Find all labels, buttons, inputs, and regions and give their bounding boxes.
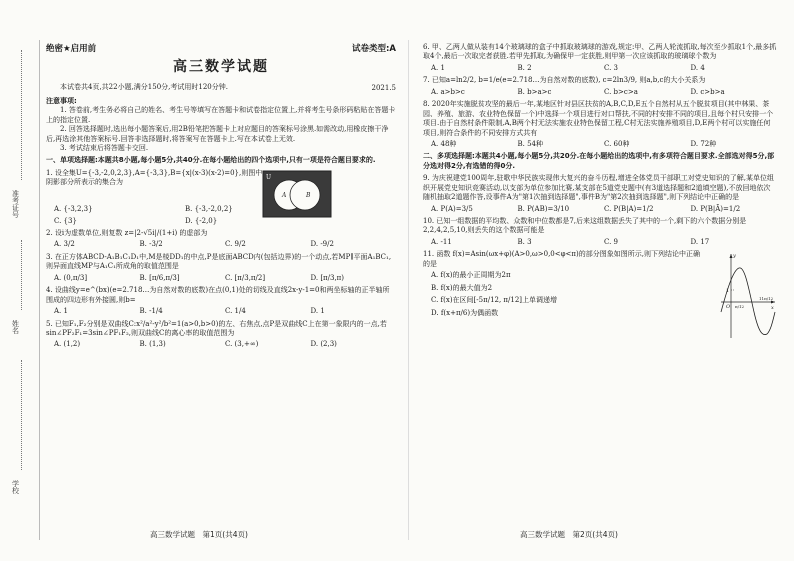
- question-stem: 1. 设全集U={-3,-2,0,2,3},A={-3,3},B={x|(x-3)(x-2)=0},则图中阴影部分所表示的集合为: [46, 168, 263, 187]
- option: A. 1: [54, 307, 68, 316]
- options: [423, 271, 703, 318]
- option: C. {3}: [54, 216, 77, 225]
- question-stem: 5. 已知F₁,F₂分别是双曲线C:x²/a²-y²/b²=1(a>0,b>0)的左、右焦点,点P是双曲线C上在第一象限内的一点,若sin∠PF₂F₁=3sin∠PF₁F₂,则双曲线C的离心率的取值范围为: [46, 319, 387, 337]
- question-7: [423, 76, 777, 97]
- question-stem: 4. 设曲线y=e^(bx)(e=2.718…为自然对数的底数)在点(0,1)处的切线及直线2x-y-1=0和两坐标轴的正半轴所围成的四边形有外接圆,则b=: [46, 286, 390, 304]
- option: B. [π/6,π/3]: [139, 273, 180, 282]
- option: B. (1,3): [139, 340, 166, 349]
- graph-x-label: x: [771, 305, 774, 312]
- option: C. (3,+∞): [225, 340, 259, 349]
- option: D. (2,3): [310, 340, 337, 349]
- option: A. 3/2: [54, 240, 75, 249]
- question-stem: 11. 函数 f(x)=Asin(ωx+φ)(A>0,ω>0,0<φ<π)的部分图象如图所示,则下列结论中正确的是: [423, 250, 700, 268]
- margin-label-name: 姓名: [11, 320, 20, 334]
- options: [423, 140, 777, 149]
- question-stem: 6. 甲、乙两人做从装有14个玻璃球的盒子中抓取玻璃球的游戏,规定:甲、乙两人轮流抓取,每次至少抓取1个,最多抓取4个,最后一次取完者获胜.若甲先抓取,为确保甲一定获胜,则甲第一次应该抓取的玻璃球个数为: [423, 43, 777, 61]
- option: C. 60种: [604, 139, 630, 148]
- option: C. 9: [604, 237, 619, 246]
- header-row: [46, 44, 396, 55]
- options: [423, 88, 777, 97]
- option: C. [π/3,π/2]: [225, 273, 266, 282]
- option: C. b>c>a: [604, 87, 638, 96]
- note-item: 3. 考试结束后将答题卡交回.: [60, 143, 149, 152]
- option: D. 4: [690, 63, 705, 72]
- margin-line: [21, 240, 22, 310]
- question-4: [46, 286, 396, 316]
- margin-label-school: 学校: [11, 480, 20, 494]
- option: B. 3: [517, 237, 532, 246]
- page-divider: [408, 40, 409, 540]
- option: A. 1: [431, 63, 445, 72]
- option: B. 54种: [517, 139, 544, 148]
- option: C. f(x)在区间[-5π/12, π/12]上单调递增: [431, 296, 558, 305]
- question-3: [46, 253, 396, 283]
- option: B. {-3,-2,0,2}: [185, 205, 233, 214]
- question-stem: 9. 为庆祝建党100周年,驻歌中华民族实现伟大复兴的奋斗历程,增进全体党员干部职工对党史知识的了解,某单位组织开展党史知识竞赛活动,以支部为单位参加比赛,某支部在5道党史题中(有3道选择题和2道填空题),不放回地依次随机抽取2道题作答,设事件A为"第1次抽到选择题",事件B为"第2次抽到选择题",则下列结论中正确的是: [423, 174, 774, 202]
- option: D. 72种: [690, 139, 717, 148]
- question-8: [423, 100, 777, 149]
- option: D. c>b>a: [690, 87, 725, 96]
- question-stem: 10. 已知一组数据的平均数、众数和中位数都是7,后来这组数据丢失了其中的一个,剩下的六个数据分别是2,2,4,2,5,10,则丢失的这个数据可能是: [423, 217, 747, 235]
- options: [423, 238, 777, 247]
- option: A. f(x)的最小正周期为2π: [431, 271, 511, 280]
- note-item: 2. 回答选择题时,选出每小题答案后,用2B铅笔把答题卡上对应题目的答案标号涂黑.如需改动,用橡皮擦干净后,再选涂其他答案标号.回答非选择题时,将答案写在答题卡上.写在本试卷上无效.: [46, 125, 389, 143]
- options: [46, 240, 396, 249]
- question-9: [423, 174, 777, 214]
- option: A. (0,π/3]: [54, 273, 88, 282]
- graph-y-label: y: [733, 253, 736, 260]
- option: D. f(x+π/6)为偶函数: [431, 308, 499, 317]
- question-6: [423, 43, 777, 73]
- notes-heading: 注意事项:: [46, 96, 77, 105]
- option: B. -3/2: [139, 240, 163, 249]
- option: C. 3: [604, 63, 619, 72]
- page-footer-right: 高三数学试题 第2页(共4页): [520, 530, 618, 539]
- option: A. (1,2): [54, 340, 81, 349]
- option: B. f(x)的最大值为2: [431, 283, 493, 292]
- right-page: [423, 40, 777, 321]
- option: A. -11: [431, 237, 452, 246]
- options: [46, 274, 396, 283]
- sine-graph: [719, 250, 777, 340]
- question-stem: 8. 2020年实施脱贫攻坚的最后一年,某地区针对县区扶贫的A,B,C,D,E五个自然村从五个脱贫项目(其中林果、茶园、养殖、旅游、农业特色保留一个)中选择一个项目进行对口帮扶,不同的村安排不同的项目,且每个村只安排一个项目.由于自然村条件限制,A,B两个村无法实施农业特色保留工程,C村无法实施养殖项目,D,E两个村可以实施任何项目,则符合条件的不同安排方式共有: [423, 100, 774, 137]
- option: B. 2: [517, 63, 532, 72]
- option: D. {-2,0}: [185, 216, 218, 225]
- graph-tick-1: π/12: [735, 304, 745, 310]
- question-stem: 2. 设i为虚数单位,则复数 z=|2-√5i|/(1+i) 的虚部为: [46, 229, 208, 238]
- question-1: [46, 169, 396, 226]
- question-5: [46, 320, 396, 350]
- question-10: [423, 217, 777, 247]
- left-page: [46, 44, 396, 350]
- page-footer-left: 高三数学试题 第1页(共4页): [150, 530, 248, 539]
- section-heading-multiple: 二、多项选择题:本题共4小题,每小题5分,共20分.在每小题给出的选项中,有多项符合题目要求.全部选对得5分,部分选对得2分,有选错的得0分.: [423, 152, 775, 170]
- venn-label-a: A: [282, 191, 287, 199]
- question-11: [423, 250, 777, 318]
- margin-line: [21, 50, 22, 180]
- option: B. b>a>c: [517, 87, 552, 96]
- note-item: 1. 答卷前,考生务必将自己的姓名、考生号等填写在答题卡和试卷指定位置上,并将考生号条形码粘贴在答题卡上的指定位置.: [46, 106, 396, 124]
- graph-origin-label: O: [726, 304, 731, 311]
- options: [423, 205, 777, 214]
- margin-line: [21, 360, 22, 470]
- option: D. 17: [690, 237, 710, 246]
- option: D. 1: [310, 307, 325, 316]
- intro-text: 本试卷共4页,共22小题,满分150分,考试用时120分钟.: [60, 83, 228, 92]
- binding-margin: [6, 40, 40, 540]
- option: C. 9/2: [225, 240, 246, 249]
- exam-date: 2021.5: [371, 84, 396, 92]
- venn-label-b: B: [306, 191, 311, 199]
- page-title: 高三数学试题: [173, 59, 269, 76]
- option: C. 1/4: [225, 307, 246, 316]
- question-stem: 3. 在正方体ABCD-A₁B₁C₁D₁中,M是棱DD₁的中点,P是底面ABCD内(包括边界)的一个动点,若MP∥平面A₁BC₁,则异面直线MP与A₁C₁所成角的取值范围是: [46, 252, 392, 271]
- option: B. P(AB)=3/10: [517, 204, 570, 213]
- option: A. P(A)=3/5: [431, 204, 473, 213]
- option: A. a>b>c: [431, 87, 465, 96]
- graph-tick-2: 11π/12: [759, 296, 774, 302]
- question-2: [46, 229, 396, 250]
- paper-type: 试卷类型:A: [352, 44, 396, 54]
- option: A. {-3,2,3}: [54, 205, 93, 214]
- options: [423, 64, 777, 73]
- graph-one-label: 1: [726, 288, 730, 295]
- option: D. [π/3,π): [310, 273, 345, 282]
- margin-label-exam-number: 准考证号: [11, 190, 20, 218]
- option: D. P(B|Ā)=1/2: [690, 204, 741, 213]
- option: A. 48种: [431, 139, 457, 148]
- option: D. -9/2: [310, 240, 334, 249]
- options: [46, 340, 396, 349]
- confidential-mark: 绝密★启用前: [46, 44, 97, 54]
- venn-label-u: U: [266, 173, 272, 181]
- option: B. -1/4: [139, 307, 163, 316]
- options: [46, 307, 396, 316]
- section-heading-single: 一、单项选择题:本题共8小题,每小题5分,共40分.在每小题给出的四个选项中,只有一项是符合题目要求的.: [46, 156, 376, 165]
- question-stem: 7. 已知a=ln2/2, b=1/e(e=2.718…为自然对数的底数), c=2ln3/9, 则a,b,c的大小关系为: [423, 76, 706, 85]
- option: C. P(B|A)=1/2: [604, 204, 654, 213]
